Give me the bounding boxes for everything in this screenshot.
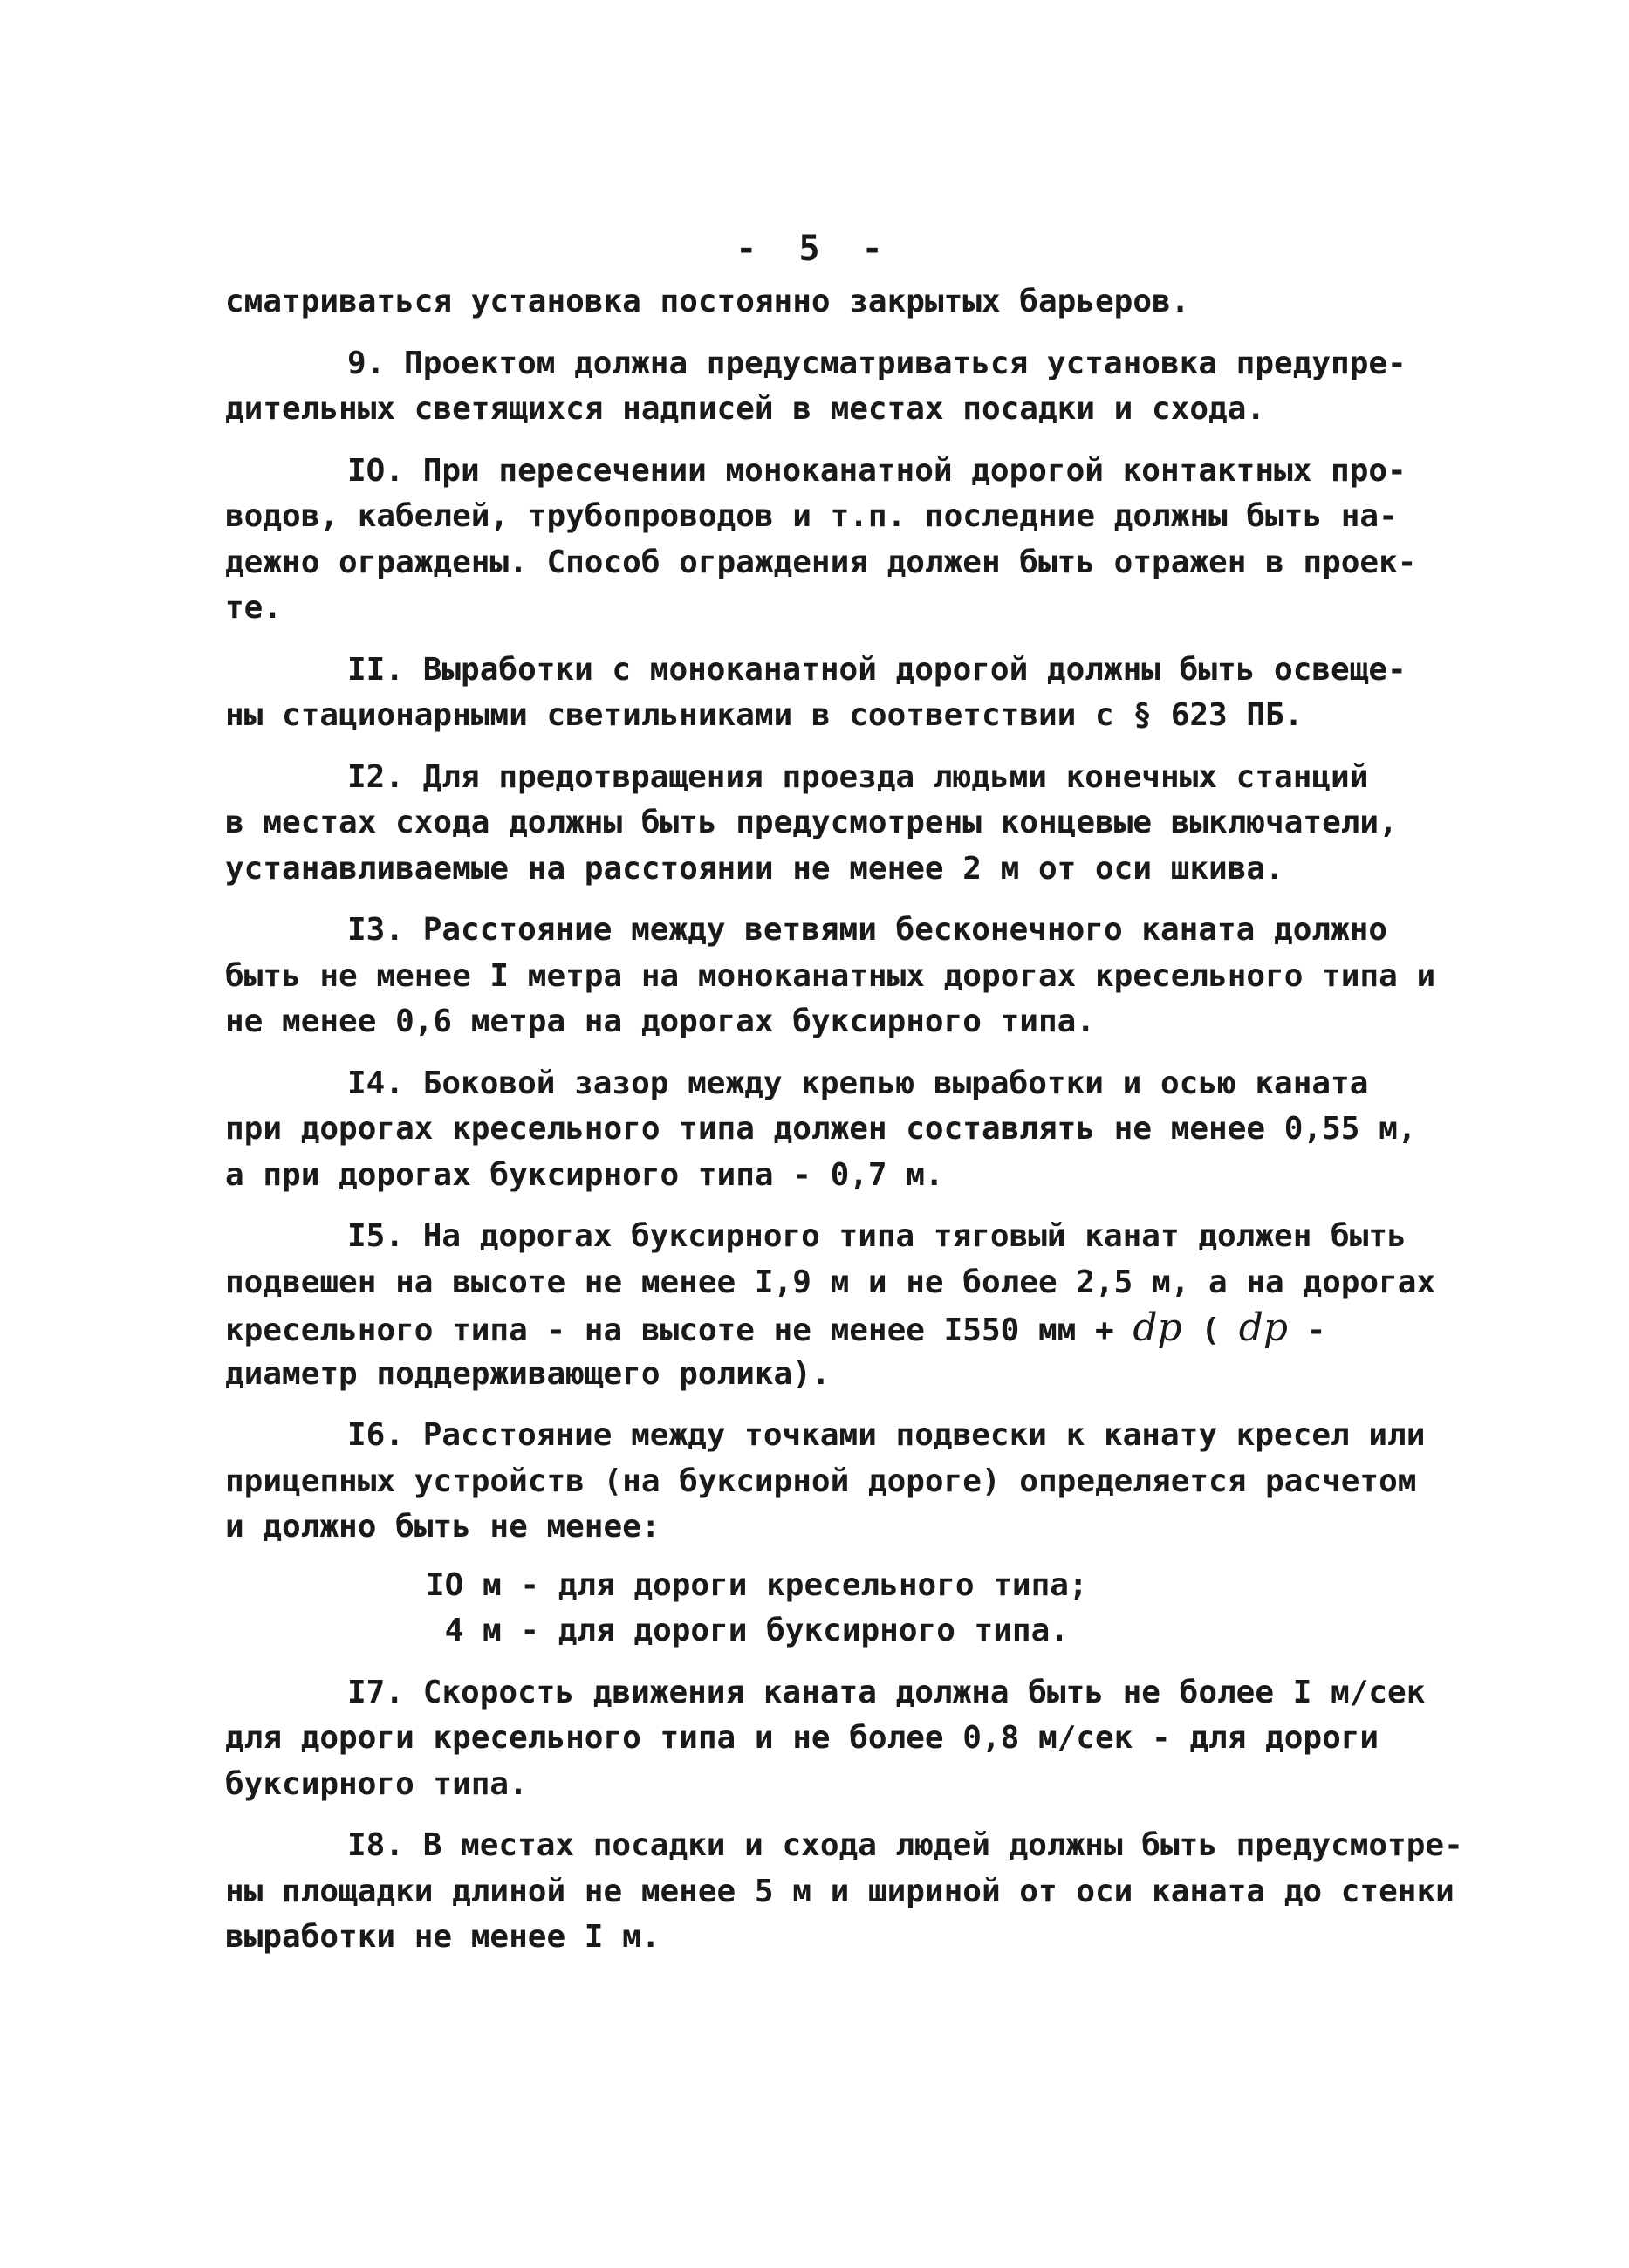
text-line: устанавливаемые на расстоянии не менее 2 м от оси шкива. — [225, 850, 1284, 887]
text-line: II. Выработки с моноканатной дорогой должны быть освеще- — [347, 651, 1407, 688]
paragraph-14 — [225, 1061, 1464, 1199]
text-line: I2. Для предотвращения проезда людьми конечных станций — [347, 758, 1369, 795]
text-line: выработки не менее I м. — [225, 1919, 660, 1955]
text-line: водов, кабелей, трубопроводов и т.п. последние должны быть на- — [225, 498, 1398, 534]
text-line: I8. В местах посадки и схода людей должны быть предусмотре- — [347, 1827, 1463, 1863]
page-number: - 5 - — [736, 229, 893, 269]
text-line: дежно ограждены. Способ ограждения должен быть отражен в проек- — [225, 544, 1417, 580]
handwritten-symbol: dp — [1133, 1305, 1182, 1350]
paragraph-18 — [225, 1823, 1464, 1961]
text-line: ны площадки длиной не менее 5 м и шириной от оси каната до стенки — [225, 1873, 1454, 1909]
text-line: IO. При пересечении моноканатной дорогой контактных про- — [347, 452, 1407, 489]
text-line: и должно быть не менее: — [225, 1509, 660, 1545]
text-line: сматриваться установка постоянно закрытых барьеров. — [225, 284, 1190, 319]
text-line-with-formula — [225, 1305, 1464, 1352]
text-fragment: кресельного типа - на высоте не менее I550 мм + — [225, 1312, 1133, 1348]
text-line: I6. Расстояние между точками подвески к канату кресел или — [347, 1417, 1426, 1453]
text-line: при дорогах кресельного типа должен составлять не менее 0,55 м, — [225, 1111, 1417, 1147]
text-fragment: ( — [1181, 1312, 1239, 1348]
text-line: 9. Проектом должна предусматриваться установка предупре- — [347, 345, 1407, 381]
document-body — [225, 279, 1464, 1961]
text-line: прицепных устройств (на буксирной дороге) определяется расчетом — [225, 1463, 1417, 1499]
paragraph-16 — [225, 1413, 1464, 1655]
text-line: а при дорогах буксирного типа - 0,7 м. — [225, 1156, 944, 1193]
text-line: I5. На дорогах буксирного типа тяговый канат должен быть — [347, 1218, 1407, 1254]
paragraph-9 — [225, 341, 1464, 433]
paragraph-15 — [225, 1214, 1464, 1397]
text-line: I4. Боковой зазор между крепью выработки и осью каната — [347, 1065, 1369, 1101]
text-line: буксирного типа. — [225, 1765, 528, 1802]
text-line: для дороги кресельного типа и не более 0,8 м/сек - для дороги — [225, 1720, 1379, 1756]
text-line: диаметр поддерживающего ролика). — [225, 1355, 831, 1392]
text-line: те. — [225, 590, 283, 626]
paragraph-13 — [225, 908, 1464, 1045]
text-line: быть не менее I метра на моноканатных дорогах кресельного типа и — [225, 957, 1436, 994]
text-line: ны стационарными светильниками в соответствии с § 623 ПБ. — [225, 697, 1304, 733]
paragraph-12 — [225, 755, 1464, 893]
paragraph-17 — [225, 1670, 1464, 1808]
paragraph-11 — [225, 648, 1464, 739]
text-line: дительных светящихся надписей в местах посадки и схода. — [225, 391, 1266, 427]
handwritten-symbol: dp — [1238, 1305, 1289, 1350]
list-item: 4 м - для дороги буксирного типа. — [426, 1613, 1069, 1648]
paragraph-8-continuation — [225, 279, 1464, 325]
list-item: IO м - для дороги кресельного типа; — [426, 1566, 1088, 1603]
text-line: не менее 0,6 метра на дорогах буксирного типа. — [225, 1004, 1095, 1039]
paragraph-10 — [225, 449, 1464, 632]
text-line: I7. Скорость движения каната должна быть не более I м/сек — [347, 1674, 1426, 1710]
text-line: подвешен на высоте не менее I,9 м и не более 2,5 м, а на дорогах — [225, 1264, 1436, 1300]
text-line: в местах схода должны быть предусмотрены концевые выключатели, — [225, 805, 1398, 840]
text-line: I3. Расстояние между ветвями бесконечного каната должно — [347, 912, 1388, 948]
text-fragment: - — [1288, 1312, 1326, 1348]
